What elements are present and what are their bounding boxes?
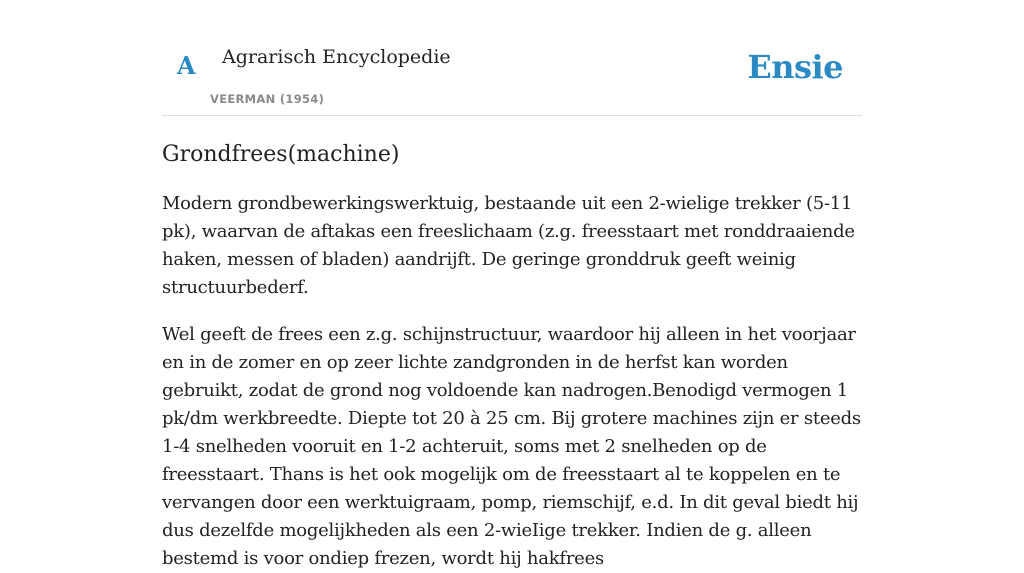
index-letter-link[interactable]: A (177, 51, 196, 80)
article-paragraph: Modern grondbewerkingswerktuig, bestaande uit een 2-wielige trekker (5-11 pk), waarvan de aftakas een freeslichaam (z.g. freesstaart met ronddraaiende haken, messen of bladen) aandrijft. De geringe gronddruk geeft weinig structuurbederf. (162, 193, 855, 299)
article-page (162, 0, 862, 573)
publication-author: VEERMAN (1954) (210, 92, 325, 106)
publication-header (162, 0, 862, 116)
publication-title-link[interactable]: Agrarisch Encyclopedie (222, 46, 451, 68)
article-title: Grondfrees(machine) (162, 142, 400, 167)
article-paragraph: Wel geeft de frees een z.g. schijnstructuur, waardoor hij alleen in het voorjaar en in de zomer en op zeer lichte zandgronden in de herfst kan worden gebruikt, zodat de grond nog voldoende kan nadrogen.Benodigd vermogen 1 pk/dm werkbreedte. Diepte tot 20 à 25 cm. Bij grotere machines zijn er steeds 1-4 snelheden vooruit en 1-2 achteruit, soms met 2 snelheden op de freesstaart. Thans is het ook mogelijk om de freesstaart al te koppelen en te vervangen door een werktuigraam, pomp, riemschijf, e.d. In dit geval biedt hij dus dezelfde mogelijkheden als een 2-wieIige trekker. Indien de g. alleen bestemd is voor ondiep frezen, wordt hij hakfrees (162, 324, 861, 570)
ensie-logo[interactable]: Ensie (747, 48, 843, 86)
